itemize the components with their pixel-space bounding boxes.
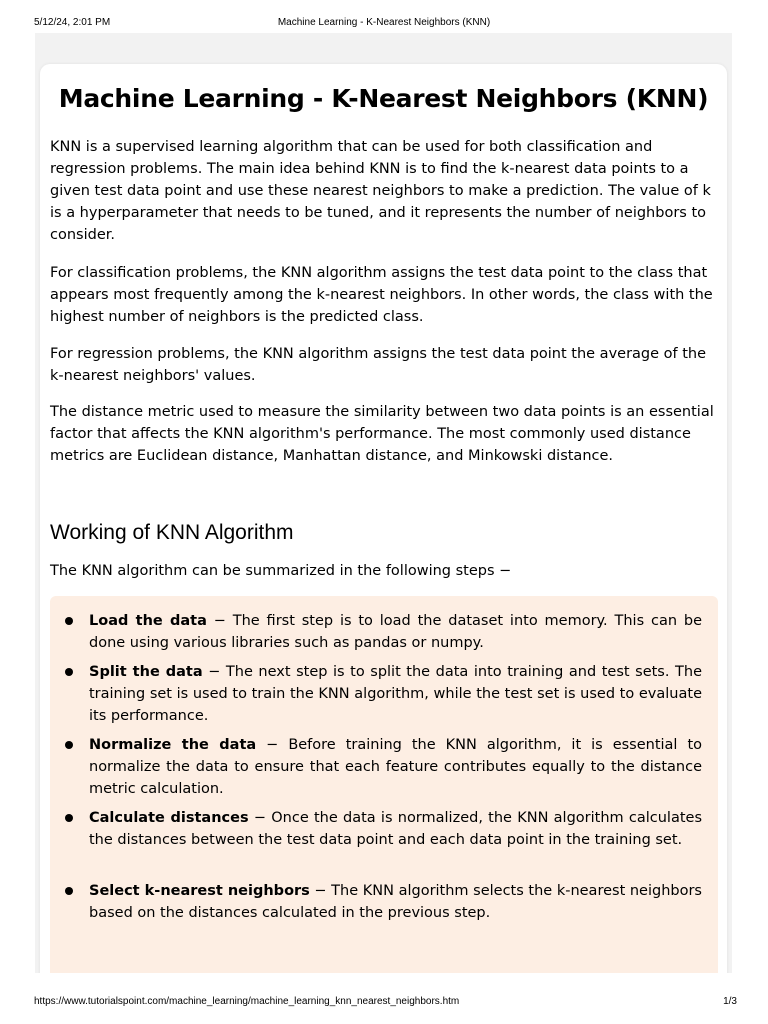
step-term: Normalize the data — [89, 737, 257, 753]
bullet-icon — [65, 887, 73, 895]
print-header — [0, 0, 768, 34]
step-term: Split the data — [89, 664, 203, 680]
step-description: − Once the data is normalized, the KNN algorithm calculates the distances between the test data point and each data point in the training set. — [89, 810, 703, 848]
step-description: − The first step is to load the dataset into memory. This can be done using various libraries such as pandas or numpy. — [89, 613, 702, 651]
paragraph-distance-metric: The distance metric used to measure the similarity between two data points is an essential factor that affects the KNN algorithm's performance. The most commonly used distance metrics are Euclidean distance, Manhattan distance, and Minkowski distance. — [50, 404, 714, 464]
paragraph-regression: For regression problems, the KNN algorithm assigns the test data point the average of the k-nearest neighbors' values. — [50, 346, 707, 384]
bullet-icon — [65, 741, 73, 749]
step-description: − The next step is to split the data into training and test sets. The training set is used to train the KNN algorithm, while the test set is used to evaluate its performance. — [89, 664, 702, 724]
step-description: − The KNN algorithm selects the k-nearest neighbors based on the distances calculated in the previous step. — [89, 883, 702, 921]
article-card — [40, 64, 727, 973]
bullet-icon — [65, 814, 73, 822]
paragraph-classification: For classification problems, the KNN algorithm assigns the test data point to the class that appears most frequently among the k-nearest neighbors. In other words, the class with the highest number of neighbors is the predicted class. — [50, 265, 713, 325]
page-url-link[interactable]: https://www.tutorialspoint.com/machine_learning/machine_learning_knn_nearest_neighbors.htm — [34, 996, 460, 1007]
step-term: Calculate distances — [89, 810, 249, 826]
paragraph-intro: KNN is a supervised learning algorithm that can be used for both classification and regression problems. The main idea behind KNN is to find the k-nearest data points to a given test data point and use these nearest neighbors to make a prediction. The value of k is a hyperparameter that needs to be tuned, and it represents the number of neighbors to consider. — [50, 139, 711, 243]
print-page-title: Machine Learning - K-Nearest Neighbors (KNN) — [277, 17, 491, 28]
step-description: − Before training the KNN algorithm, it is essential to normalize the data to ensure that each feature contributes equally to the distance metric calculation. — [89, 737, 703, 797]
section-intro: The KNN algorithm can be summarized in the following steps − — [50, 563, 512, 579]
print-footer — [0, 992, 768, 1024]
step-term: Load the data — [89, 613, 207, 629]
article-title: Machine Learning - K-Nearest Neighbors (KNN) — [58, 84, 709, 113]
bullet-icon — [65, 668, 73, 676]
section-heading: Working of KNN Algorithm — [50, 521, 294, 544]
page-number: 1/3 — [723, 996, 737, 1007]
print-datetime: 5/12/24, 2:01 PM — [34, 17, 111, 28]
steps-box — [50, 596, 718, 973]
page-content — [35, 33, 732, 973]
bullet-icon — [65, 617, 73, 625]
step-term: Select k-nearest neighbors — [89, 883, 310, 899]
